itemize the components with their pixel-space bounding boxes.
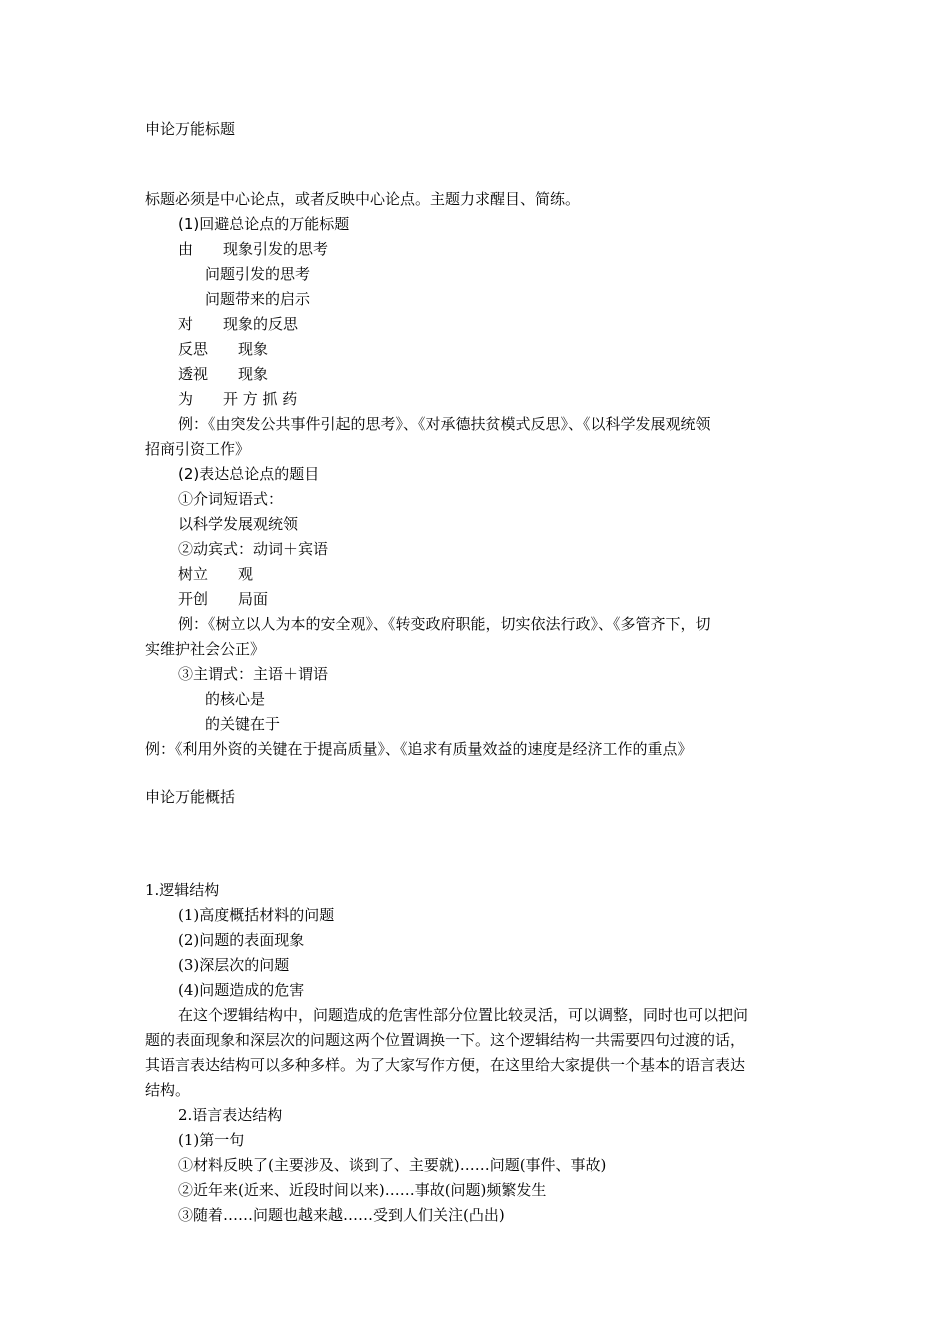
example-text: 例：《利用外资的关键在于提高质量》、《追求有质量效益的速度是经济工作的重点》: [145, 740, 693, 758]
template-line: 透视 现象: [178, 365, 269, 383]
template-line: 由 现象引发的思考: [178, 240, 329, 258]
logic-structure-heading: 1.逻辑结构: [145, 881, 220, 899]
example-text: 例：《树立以人为本的安全观》、《转变政府职能，切实依法行政》、《多管齐下，切: [178, 615, 711, 633]
template-line: 的核心是: [205, 690, 266, 708]
first-sentence-heading: (1)第一句: [178, 1131, 245, 1149]
paragraph-line: 在这个逻辑结构中，问题造成的危害性部分位置比较灵活，可以调整，同时也可以把问: [178, 1006, 749, 1024]
template-line: 树立 观: [178, 565, 254, 583]
item3-heading: ③主谓式：主语＋谓语: [178, 665, 329, 683]
logic-item: (2)问题的表面现象: [178, 931, 305, 949]
logic-item: (3)深层次的问题: [178, 956, 290, 974]
part1-heading: (1)回避总论点的万能标题: [178, 215, 350, 233]
paragraph-line: 其语言表达结构可以多种多样。为了大家写作方便，在这里给大家提供一个基本的语言表达: [145, 1056, 746, 1074]
template-line: 开创 局面: [178, 590, 269, 608]
template-line: 反思 现象: [178, 340, 269, 358]
intro-text: 标题必须是中心论点，或者反映中心论点。主题力求醒目、简练。: [145, 190, 581, 208]
expression-structure-heading: 2.语言表达结构: [178, 1106, 283, 1124]
item1-heading: ①介词短语式：: [178, 490, 284, 508]
expression-item: ③随着……问题也越来越……受到人们关注(凸出): [178, 1206, 505, 1224]
expression-item: ①材料反映了(主要涉及、谈到了、主要就)……问题(事件、事故): [178, 1156, 607, 1174]
expression-item: ②近年来(近来、近段时间以来)……事故(问题)频繁发生: [178, 1181, 547, 1199]
template-line: 对 现象的反思: [178, 315, 299, 333]
logic-item: (1)高度概括材料的问题: [178, 906, 335, 924]
paragraph-line: 题的表面现象和深层次的问题这两个位置调换一下。这个逻辑结构一共需要四句过渡的话，: [145, 1031, 746, 1049]
template-line: 以科学发展观统领: [178, 515, 299, 533]
section-title-universal-titles: 申论万能标题: [145, 120, 236, 138]
section-title-universal-summary: 申论万能概括: [145, 788, 236, 806]
example-text-continued: 招商引资工作》: [145, 440, 251, 458]
example-text: 例：《由突发公共事件引起的思考》、《对承德扶贫模式反思》、《以科学发展观统领: [178, 415, 711, 433]
template-line: 为 开 方 抓 药: [178, 390, 298, 408]
paragraph-line: 结构。: [145, 1081, 191, 1099]
part2-heading: (2)表达总论点的题目: [178, 465, 320, 483]
item2-heading: ②动宾式：动词＋宾语: [178, 540, 329, 558]
template-line: 问题引发的思考: [205, 265, 311, 283]
example-text-continued: 实维护社会公正》: [145, 640, 266, 658]
logic-item: (4)问题造成的危害: [178, 981, 305, 999]
template-line: 问题带来的启示: [205, 290, 311, 308]
template-line: 的关键在于: [205, 715, 281, 733]
